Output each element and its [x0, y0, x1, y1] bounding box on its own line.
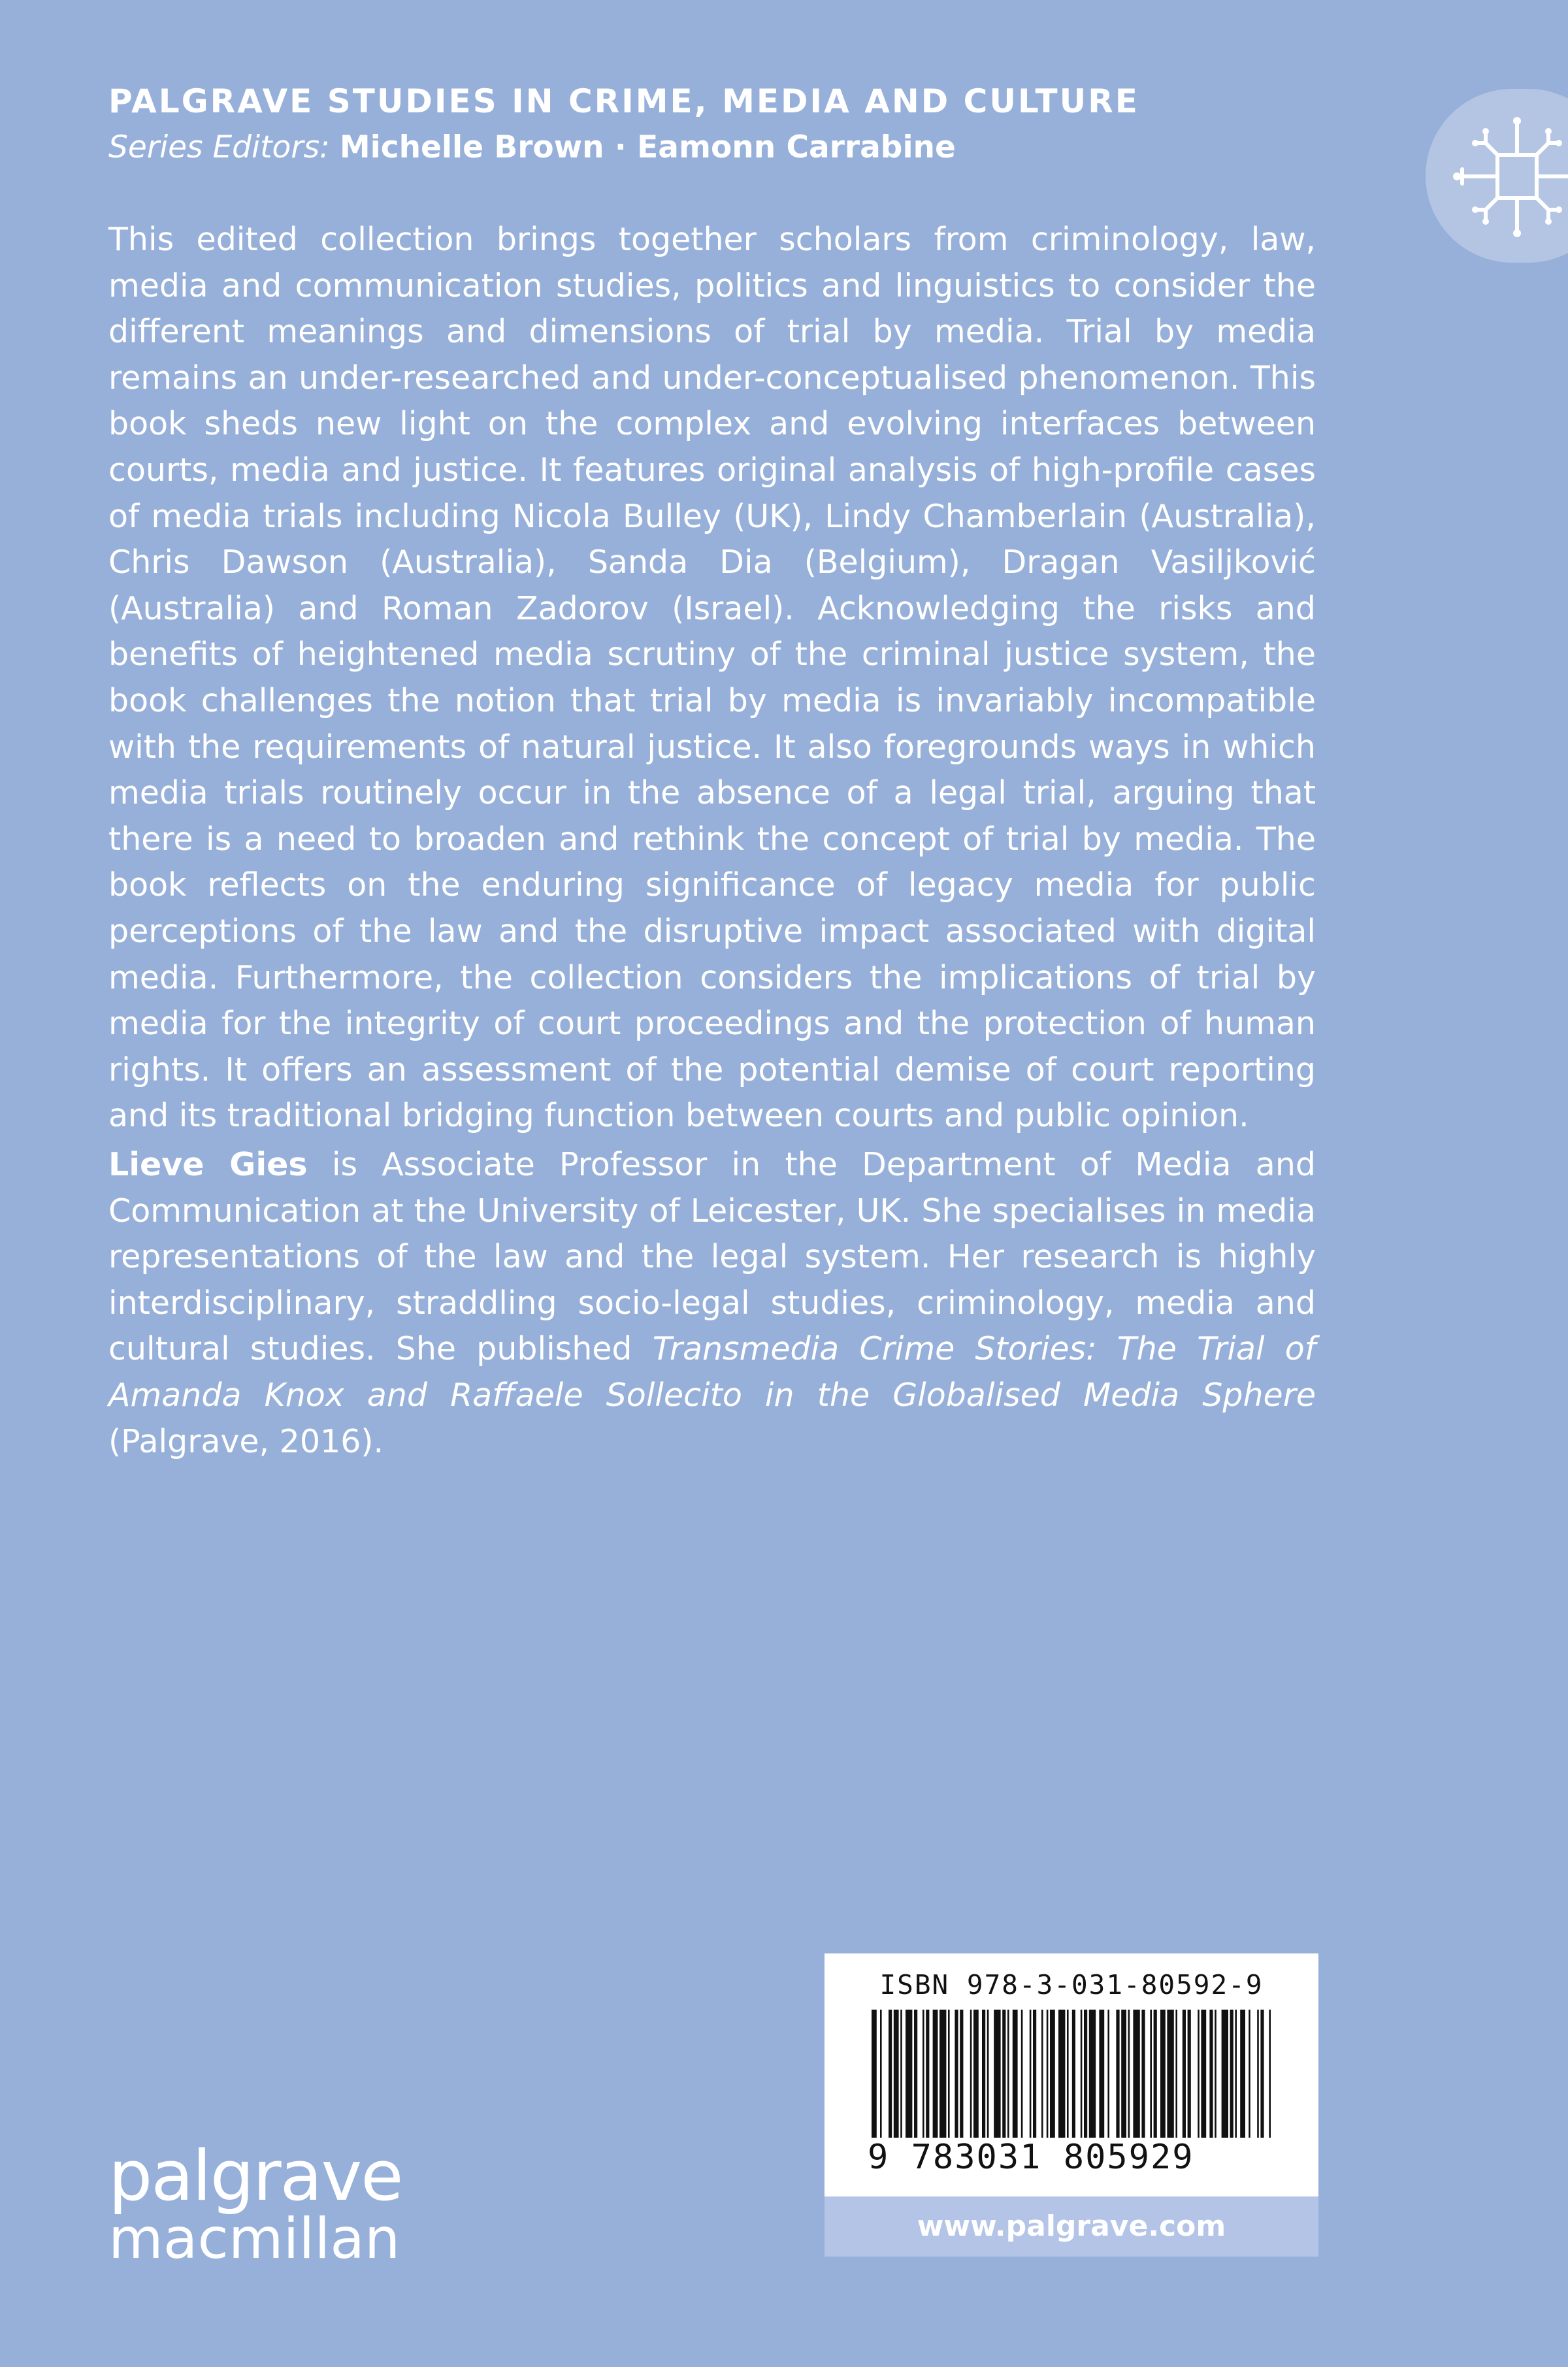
author-bio-text-end: (Palgrave, 2016).: [108, 1422, 384, 1460]
series-title: PALGRAVE STUDIES IN CRIME, MEDIA AND CULTURE: [108, 82, 1139, 120]
publisher-logo-line2: macmillan: [108, 2206, 400, 2272]
author-name: Lieve Gies: [108, 1146, 308, 1183]
series-editors-names: Michelle Brown · Eamonn Carrabine: [339, 129, 956, 165]
barcode-icon: [872, 2010, 1271, 2138]
barcode-digits: 9 783031 805929: [868, 2138, 1194, 2177]
author-bio-text: is Associate Professor in the Department of Media and Communication at the University of Leicester, UK. She specialises in media representations of the law and the legal system. Her research is highly interdisciplinary, straddling socio-legal studies, criminology, media and cultural studies. She published: [108, 1146, 1316, 1368]
author-book-title: Transmedia Crime Stories: The Trial of Amanda Knox and Raffaele Sollecito in the Globalised Media Sphere: [108, 1330, 1316, 1414]
series-editors-label: Series Editors:: [108, 129, 330, 165]
book-description: This edited collection brings together scholars from criminology, law, media and communication studies, politics and linguistics to consider the different meanings and dimensions of trial by media. Trial by media remains an under-researched and under-conceptualised phenomenon. This book sheds new light on the complex and evolving interfaces between courts, media and justice. It features original analysis of high-profile cases of media trials including Nicola Bulley (UK), Lindy Chamberlain (Australia), Chris Dawson (Australia), Sanda Dia (Belgium), Dragan Vasiljković (Australia) and Roman Zadorov (Israel). Acknowledging the risks and benefits of heightened media scrutiny of the criminal justice system, the book challenges the notion that trial by media is invariably incompatible with the requirements of natural justice. It also foregrounds ways in which media trials routinely occur in the absence of a legal trial, arguing that there is a need to broaden and rethink the concept of trial by media. The book reflects on the enduring significance of legacy media for public perceptions of the law and the disruptive impact associated with digital media. Furthermore, the collection considers the implications of trial by media for the integrity of court proceedings and the protection of human rights. It offers an assessment of the potential demise of court reporting and its traditional bridging function between courts and public opinion.: [108, 221, 1316, 1135]
publisher-logo-line1: palgrave: [108, 2136, 402, 2216]
palgrave-emblem: [1426, 89, 1568, 263]
series-editors: [108, 129, 956, 165]
palgrave-emblem-icon: [1452, 112, 1568, 242]
author-bio: [108, 1142, 1316, 1465]
publisher-url: www.palgrave.com: [825, 2196, 1318, 2257]
isbn-text: ISBN 978-3-031-80592-9: [879, 1969, 1264, 2000]
barcode-panel: [825, 1953, 1318, 2196]
publisher-logo: [108, 2136, 402, 2272]
